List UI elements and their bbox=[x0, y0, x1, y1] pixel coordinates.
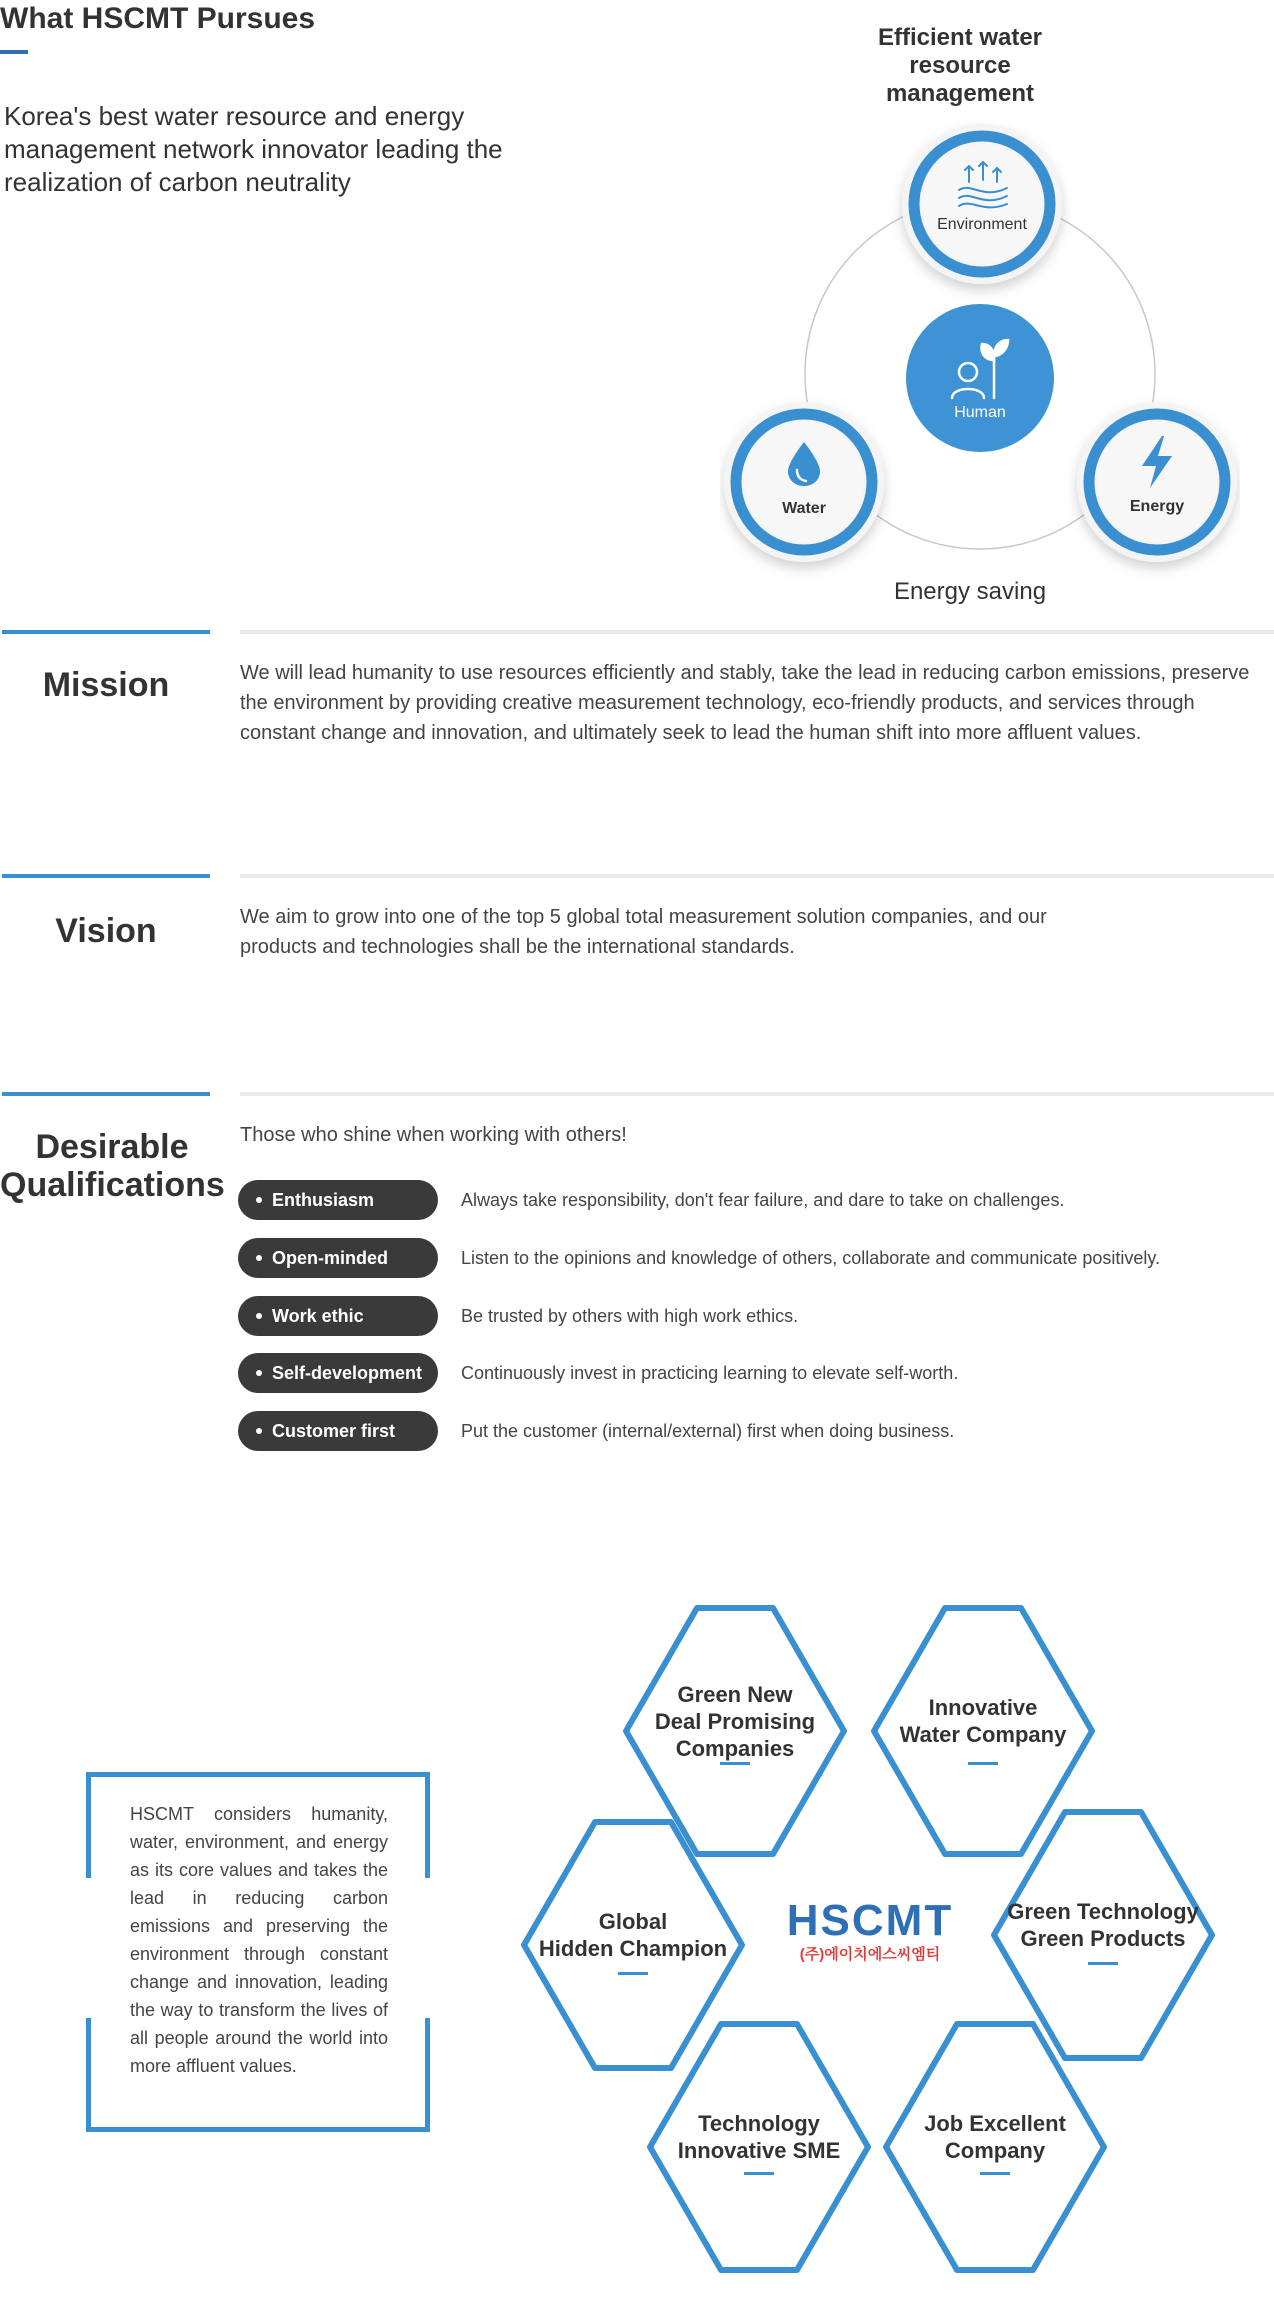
bullet-icon bbox=[256, 1370, 262, 1376]
mission-heading: Mission bbox=[42, 666, 170, 704]
environment-icon bbox=[955, 160, 1011, 210]
human-label: Human bbox=[954, 404, 1006, 421]
statement-text: HSCMT considers humanity, water, environment, and energy as its core values and takes the lead in reducing carbon emissions and preserving the environment through constant change and innovation, leading the way to transform the lives of all people around the world into more affluent values. bbox=[130, 1804, 388, 2076]
qualification-description: Continuously invest in practicing learning to elevate self-worth. bbox=[461, 1363, 959, 1383]
hexagon-label: Global Hidden Champion bbox=[538, 1909, 728, 1961]
qualification-label: Self-development bbox=[272, 1363, 423, 1383]
qualification-label: Work ethic bbox=[272, 1306, 364, 1326]
hexagon-label: Job Excellent Company bbox=[924, 2111, 1066, 2163]
mission-rule bbox=[240, 630, 1274, 634]
qualification-description: Always take responsibility, don't fear failure, and dare to take on challenges. bbox=[461, 1190, 1065, 1210]
qualification-pill bbox=[238, 1238, 438, 1278]
qualification-description: Put the customer (internal/external) first when doing business. bbox=[461, 1421, 955, 1441]
vision-accent-bar bbox=[2, 874, 210, 878]
qualification-label: Enthusiasm bbox=[272, 1190, 375, 1210]
water-label: Water bbox=[782, 500, 826, 517]
lightning-bolt-icon bbox=[1138, 434, 1176, 490]
company-logo bbox=[786, 1898, 954, 1964]
qualification-description: Listen to the opinions and knowledge of others, collaborate and communicate positively. bbox=[461, 1248, 1161, 1268]
hexagon-dash bbox=[980, 2172, 1010, 2175]
vision-rule bbox=[240, 874, 1274, 878]
qualifications-intro: Those who shine when working with others! bbox=[240, 1124, 627, 1146]
hexagon-dash bbox=[744, 2172, 774, 2175]
diagram-top-caption: Efficient water resource management bbox=[877, 24, 1043, 107]
hexagon-dash bbox=[618, 1972, 648, 1975]
diagram-bottom-caption: Energy saving bbox=[893, 578, 1047, 605]
bullet-icon bbox=[256, 1197, 262, 1203]
mission-text: We will lead humanity to use resources efficiently and stably, take the lead in reducing carbon emissions, preserve the environment by providing creative measurement technology, eco-friendly products, and services through constant change and innovation, and ultimately seek to lead the human shift into more affluent values. bbox=[240, 662, 1250, 744]
qualification-description: Be trusted by others with high work ethics. bbox=[461, 1306, 799, 1326]
diagram-graphic bbox=[720, 20, 1240, 610]
hexagon-label: Green Technology Green Products bbox=[1007, 1899, 1199, 1951]
qualification-label: Open-minded bbox=[272, 1248, 388, 1268]
energy-label: Energy bbox=[1129, 498, 1185, 515]
bullet-icon bbox=[256, 1255, 262, 1261]
vision-text: We aim to grow into one of the top 5 global total measurement solution companies, and our products and technologies shall be the international standards. bbox=[240, 906, 1047, 958]
qualification-pill bbox=[238, 1180, 438, 1220]
human-icon bbox=[944, 332, 1016, 402]
qualification-label: Customer first bbox=[272, 1421, 396, 1441]
hexagon-dash bbox=[720, 1762, 750, 1765]
water-drop-icon bbox=[784, 440, 824, 488]
qualifications-heading: Desirable Qualifications bbox=[0, 1128, 225, 1204]
hexagon-badge bbox=[882, 2020, 1108, 2274]
hexagon-badge bbox=[646, 2020, 872, 2274]
logo-wordmark: HSCMT bbox=[786, 1896, 954, 1945]
vision-heading: Vision bbox=[55, 912, 157, 950]
hexagon-dash bbox=[1088, 1962, 1118, 1965]
qualification-pill bbox=[238, 1411, 438, 1451]
qualifications-accent-bar bbox=[2, 1092, 210, 1096]
qualification-pill bbox=[238, 1353, 438, 1393]
logo-subtext: (주)에이치에스씨엠티 bbox=[799, 1946, 941, 1963]
bullet-icon bbox=[256, 1313, 262, 1319]
hexagon-dash bbox=[968, 1762, 998, 1765]
values-diagram bbox=[720, 20, 1240, 610]
hexagon-label: Technology Innovative SME bbox=[677, 2111, 841, 2163]
hexagon-label: Innovative Water Company bbox=[899, 1695, 1067, 1747]
tagline: Korea's best water resource and energy management network innovator leading the realization of carbon neutrality bbox=[4, 101, 503, 197]
environment-label: Environment bbox=[937, 216, 1027, 233]
page-title: What HSCMT Pursues bbox=[0, 2, 316, 35]
bullet-icon bbox=[256, 1428, 262, 1434]
hexagon-label: Green New Deal Promising Companies bbox=[654, 1681, 816, 1761]
qualification-pill bbox=[238, 1296, 438, 1336]
title-underline bbox=[0, 50, 28, 54]
qualifications-rule bbox=[240, 1092, 1274, 1096]
mission-accent-bar bbox=[2, 630, 210, 634]
